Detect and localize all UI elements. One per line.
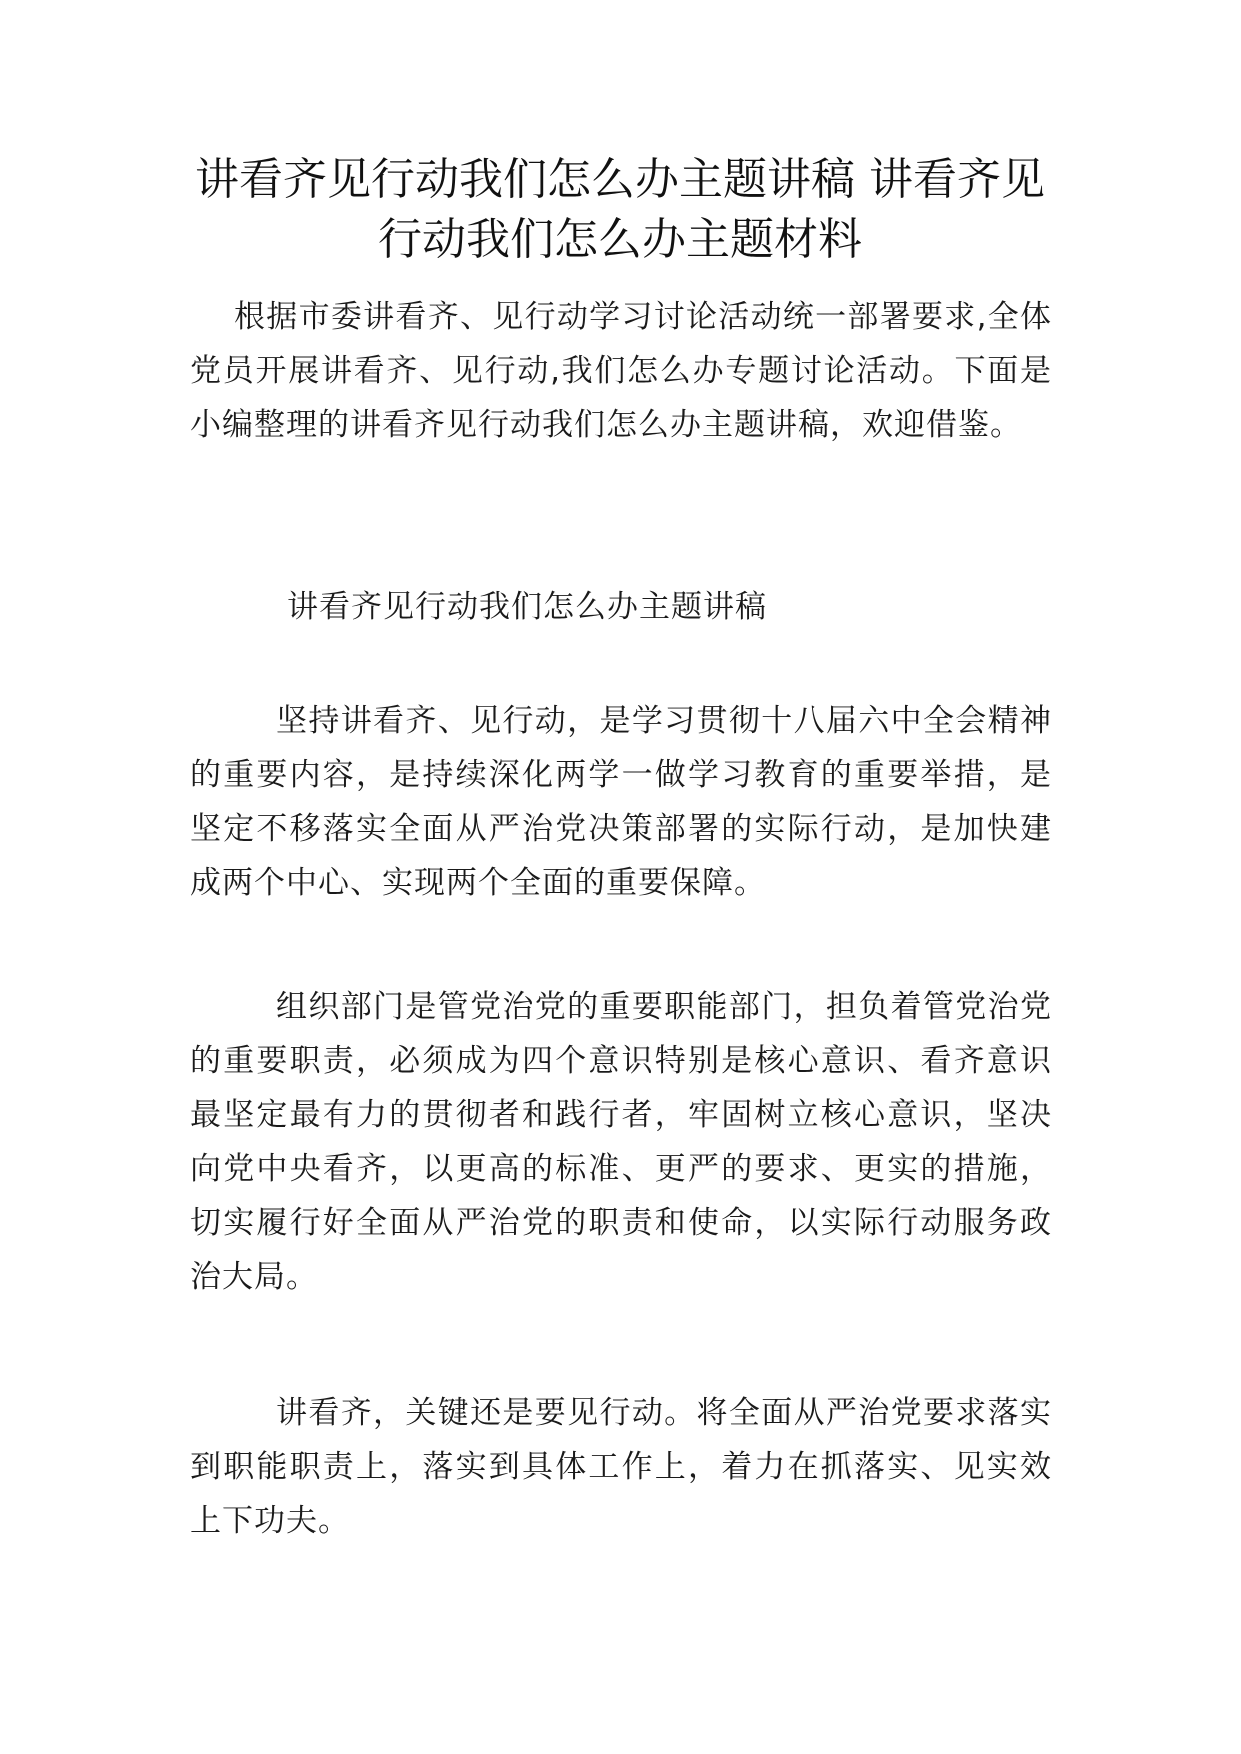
body-paragraph-1: 坚持讲看齐、见行动，是学习贯彻十八届六中全会精神的重要内容，是持续深化两学一做学习教育的重要举措，是坚定不移落实全面从严治党决策部署的实际行动，是加快建成两个中心、实现两个全面的重要保障。 [190,703,1052,901]
body-paragraph-2: 组织部门是管党治党的重要职能部门，担负着管党治党的重要职责，必须成为四个意识特别是核心意识、看齐意识最坚定最有力的贯彻者和践行者，牢固树立核心意识，坚决向党中央看齐，以更高的标准、更严的要求、更实的措施，切实履行好全面从严治党的职责和使命，以实际行动服务政治大局。 [190,989,1052,1295]
body-paragraph-3: 讲看齐，关键还是要见行动。将全面从严治党要求落实到职能职责上，落实到具体工作上，着力在抓落实、见实效上下功夫。 [190,1395,1052,1539]
section-subheading: 讲看齐见行动我们怎么办主题讲稿 [287,589,767,625]
intro-paragraph: 根据市委讲看齐、见行动学习讨论活动统一部署要求,全体党员开展讲看齐、见行动,我们怎么办专题讨论活动。下面是小编整理的讲看齐见行动我们怎么办主题讲稿，欢迎借鉴。 [190,299,1052,443]
document-title: 讲看齐见行动我们怎么办主题讲稿 讲看齐见行动我们怎么办主题材料 [195,154,1045,265]
